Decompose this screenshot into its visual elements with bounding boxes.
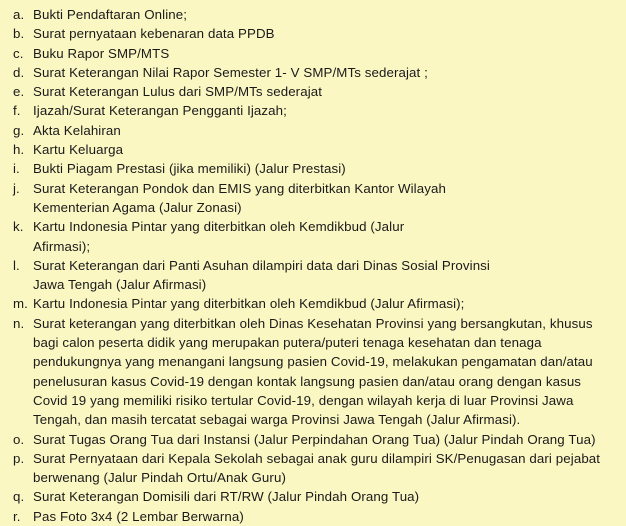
list-item-text: Surat Keterangan Pondok dan EMIS yang diterbitkan Kantor Wilayah Kementerian Agama (Jalur Zonasi)	[33, 180, 446, 215]
list-item-r	[13, 507, 616, 526]
list-item-text: Buku Rapor SMP/MTS	[33, 45, 170, 61]
list-item-text: Akta Kelahiran	[33, 122, 121, 138]
list-item-text: Pas Foto 3x4 (2 Lembar Berwarna)	[33, 508, 244, 524]
list-item-c	[13, 44, 616, 63]
list-item-text: Surat pernyataan kebenaran data PPDB	[33, 26, 275, 42]
list-marker: d.	[13, 64, 25, 80]
list-item-text: Kartu Keluarga	[33, 142, 124, 158]
list-marker: a.	[13, 7, 25, 22]
list-item-j	[13, 179, 616, 218]
list-item-text: Kartu Indonesia Pintar yang diterbitkan oleh Kemdikbud (Jalur Afirmasi);	[33, 219, 405, 254]
list-item-text: Surat Pernyataan dari Kepala Sekolah sebagai anak guru dilampiri SK/Penugasan dari pejabat berwenang (Jalur Pindah Ortu/Anak Guru)	[33, 450, 601, 486]
list-item-k	[13, 217, 616, 256]
list-item-text: Surat keterangan yang diterbitkan oleh Dinas Kesehatan Provinsi yang bersangkutan, khusus bagi calon peserta didik yang merupakan putera/puteri tenaga kesehatan dan tenaga pendukungnya yang menangani langsung pasien Covid-19, melakukan pengamatan dan/atau penelusuran kasus Covid-19 dengan kontak langsung pasien dan/atau orang dengan kasus Covid 19 yang memiliki risiko tertular Covid-19, dengan wilayah kerja di luar Provinsi Jawa Tengah, dan masih tercatat sebagai warga Provinsi Jawa Tengah (Jalur Afirmasi).	[33, 315, 593, 428]
list-item-text: Bukti Piagam Prestasi (jika memiliki) (Jalur Prestasi)	[33, 161, 346, 177]
list-item-a	[13, 5, 616, 24]
list-item-text: Surat Keterangan Nilai Rapor Semester 1- V SMP/MTs sederajat ;	[33, 64, 428, 80]
list-item-text: Kartu Indonesia Pintar yang diterbitkan oleh Kemdikbud (Jalur Afirmasi);	[33, 296, 465, 312]
list-item-f	[13, 101, 616, 120]
list-marker: c.	[13, 45, 24, 61]
list-item-q	[13, 487, 616, 506]
list-item-text: Surat Keterangan Lulus dari SMP/MTs sederajat	[33, 84, 323, 100]
list-item-text: Surat Keterangan dari Panti Asuhan dilampiri data dari Dinas Sosial Provinsi Jawa Tengah (Jalur Afirmasi)	[33, 257, 490, 293]
list-item-text: Surat Keterangan Domisili dari RT/RW (Jalur Pindah Orang Tua)	[33, 489, 420, 505]
list-item-i	[13, 159, 616, 178]
list-item-text: Bukti Pendaftaran Online;	[33, 7, 188, 22]
list-item-m	[13, 294, 616, 313]
list-marker: m.	[13, 296, 28, 312]
list-item-e	[13, 82, 616, 101]
list-item-d	[13, 63, 616, 82]
list-item-g	[13, 121, 616, 140]
list-item-text: Ijazah/Surat Keterangan Pengganti Ijazah;	[33, 103, 287, 119]
list-marker: e.	[13, 84, 25, 100]
list-marker: p.	[13, 450, 25, 466]
list-marker: g.	[13, 122, 25, 138]
list-marker: n.	[13, 315, 25, 331]
list-marker: q.	[13, 489, 25, 505]
list-marker: k.	[13, 219, 24, 235]
list-marker: f.	[13, 103, 21, 119]
list-item-l	[13, 256, 616, 295]
list-marker: r.	[13, 508, 21, 524]
list-item-o	[13, 430, 616, 449]
list-marker: o.	[13, 431, 25, 447]
requirements-list	[13, 5, 616, 526]
list-marker: i.	[13, 161, 20, 177]
list-item-n	[13, 314, 616, 430]
list-item-b	[13, 24, 616, 43]
list-item-text: Surat Tugas Orang Tua dari Instansi (Jalur Perpindahan Orang Tua) (Jalur Pindah Orang Tua)	[33, 431, 596, 447]
list-marker: b.	[13, 26, 25, 42]
list-item-p	[13, 449, 616, 488]
list-marker: h.	[13, 142, 25, 158]
list-marker: l.	[13, 257, 20, 273]
list-item-h	[13, 140, 616, 159]
list-marker: j.	[13, 180, 20, 196]
